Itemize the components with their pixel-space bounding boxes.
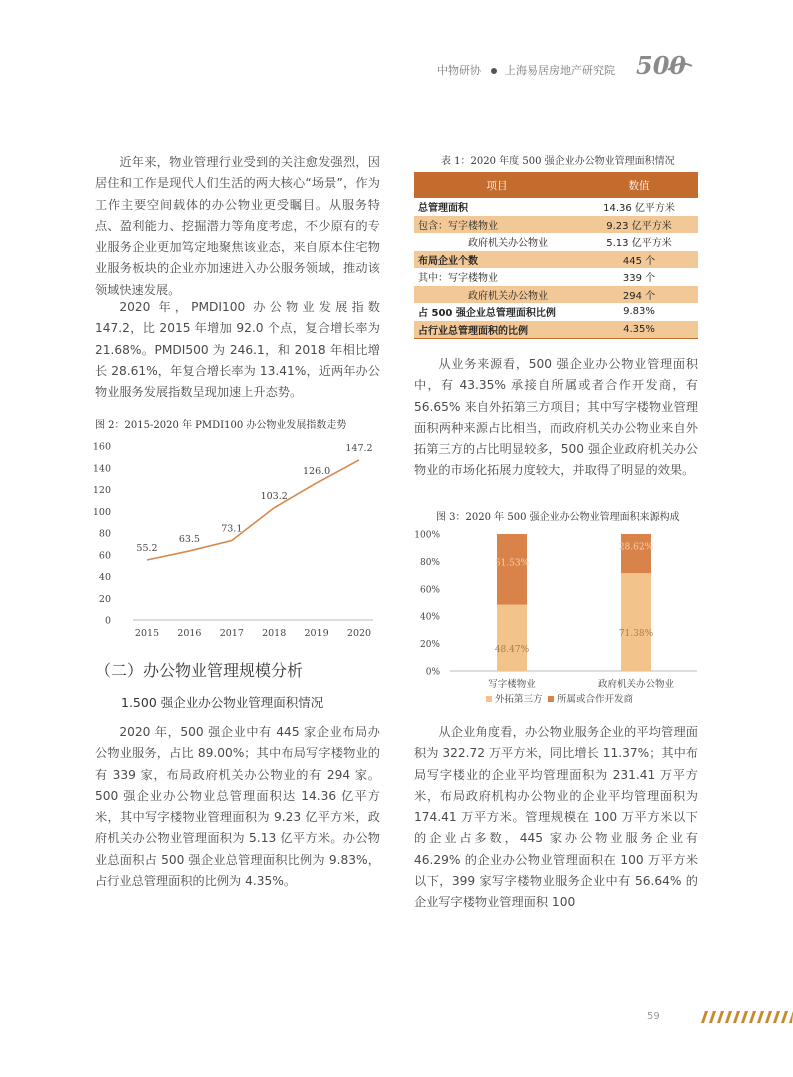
table-header-item: 项目 [414, 172, 580, 198]
table-cell-label: 包含：写字楼物业 [414, 216, 580, 234]
x-tick-label: 2015 [134, 628, 160, 639]
y-tick-label: 60% [419, 585, 440, 596]
table-cell-value: 339 个 [580, 268, 698, 286]
y-tick-label: 0% [425, 667, 440, 678]
paragraph-intro: 近年来，物业管理行业受到的关注愈发强烈，因居住和工作是现代人们生活的两大核心“场景”，作为工作主要空间载体的办公物业更受瞩目。从服务特点、盈利能力、挖掘潜力等角度考虑，不少原有的专业服务企业更加笃定地聚焦该业态，来自原本住宅物业服务板块的企业亦加速进入办公服务领域，推动该领域快速发展。 [95, 155, 380, 297]
y-tick-label: 160 [93, 441, 111, 453]
page-number: 59 [647, 1011, 660, 1022]
paragraph-enterprise: 从企业角度看，办公物业服务企业的平均管理面积为 322.72 万平方米，同比增长 11.37%；其中布局写字楼业的企业平均管理面积为 231.41 万平方米，布局政府机构办公物业的企业平均管理面积为 174.41 万平方米。管理规模在 100 万平方米以下的企业占多数，445 家办公物业服务企业有 46.29% 的企业办公物业管理面积在 100 万平方米以下，399 家写字楼物业服务企业中有 56.64% 的企业写字楼物业管理面积 100 [414, 725, 698, 910]
table-cell-label: 占 500 强企业总管理面积比例 [414, 303, 580, 321]
y-tick-label: 120 [93, 485, 111, 496]
table-cell-value: 9.23 亿平方米 [580, 216, 698, 234]
data-label: 28.62% [618, 542, 654, 553]
table-cell-label: 总管理面积 [414, 198, 580, 216]
subsection-title: 1.500 强企业办公物业管理面积情况 [121, 695, 324, 710]
y-tick-label: 80% [419, 557, 440, 568]
y-tick-label: 100 [93, 506, 111, 518]
logo-text: 500 [636, 52, 687, 80]
table-cell-value: 294 个 [580, 286, 698, 304]
table-cell-value: 5.13 亿平方米 [580, 233, 698, 251]
page-header [437, 62, 615, 78]
table-row [414, 251, 698, 269]
bar-segment [621, 573, 651, 671]
x-tick-label: 2017 [219, 628, 244, 639]
y-tick-label: 40% [419, 612, 440, 623]
y-tick-label: 100% [414, 530, 440, 541]
table-row [414, 216, 698, 234]
data-label: 147.2 [345, 442, 373, 454]
figure-3-caption: 图 3：2020 年 500 强企业办公物业管理面积来源构成 [436, 512, 680, 523]
table-row [414, 286, 698, 304]
x-tick-label: 写字楼物业 [488, 679, 536, 690]
legend-label: 所属或合作开发商 [557, 694, 634, 705]
paragraph-scale: 2020 年，500 强企业中有 445 家企业布局办公物业服务，占比 89.00%；其中布局写字楼物业的有 339 家，布局政府机关办公物业的有 294 家。500 强企业办公物业总管理面积达 14.36 亿平方米，其中写字楼物业管理面积为 9.23 亿平方米，政府机关办公物业管理面积为 5.13 亿平方米。办公物业总面积占 500 强企业总管理面积比例为 9.83%，占行业总管理面积的比例为 4.35%。 [95, 725, 380, 889]
y-tick-label: 80 [98, 528, 111, 540]
data-label: 55.2 [136, 542, 158, 554]
legend-swatch [548, 696, 554, 702]
table-cell-label: 布局企业个数 [414, 251, 580, 269]
table-cell-label: 占行业总管理面积的比例 [414, 321, 580, 339]
y-tick-label: 60 [98, 550, 111, 562]
table-row [414, 303, 698, 321]
table-1-caption: 表 1：2020 年度 500 强企业办公物业管理面积情况 [441, 156, 675, 167]
table-row [414, 198, 698, 216]
table-cell-label: 政府机关办公物业 [414, 286, 580, 304]
bar-segment [497, 534, 527, 605]
decorative-stripes-icon [697, 1011, 793, 1023]
table-row [414, 233, 698, 251]
table-header-row [414, 172, 698, 198]
table-cell-label: 政府机关办公物业 [414, 233, 580, 251]
table-row [414, 268, 698, 286]
x-tick-label: 政府机关办公物业 [597, 679, 675, 690]
data-label: 103.2 [260, 490, 288, 502]
data-label: 51.53% [494, 558, 530, 569]
separator-dot-icon [491, 68, 497, 74]
legend-swatch [486, 696, 492, 702]
bar-segment [497, 605, 527, 671]
pmdi-line-chart [93, 432, 383, 642]
x-tick-label: 2018 [262, 628, 287, 639]
y-tick-label: 40 [98, 572, 111, 583]
y-tick-label: 20 [98, 593, 111, 605]
data-label: 48.47% [494, 644, 530, 655]
table-cell-value: 4.35% [580, 321, 698, 339]
paragraph-pmdi: 2020 年，PMDI100 办公物业发展指数 147.2，比 2015 年增加 92.0 个点，复合增长率为 21.68%。PMDI500 为 246.1，和 2018 年相比增长 28.61%，年复合增长率为 13.41%，近两年办公物业服务发展指数呈现加速上升态势。 [95, 300, 380, 400]
paragraph-source: 从业务来源看，500 强企业办公物业管理面积中，有 43.35% 承接自所属或者合作开发商，有 56.65% 来自外拓第三方项目；其中写字楼物业管理面积两种来源占比相当，而政府机关办公物业来自外拓第三方的占比明显较多，500 强企业政府机关办公物业的市场化拓展力度较大，并取得了明显的效果。 [414, 357, 698, 478]
table-cell-label: 其中：写字楼物业 [414, 268, 580, 286]
data-label: 63.5 [178, 533, 200, 545]
x-tick-label: 2016 [177, 628, 202, 639]
table-row [414, 321, 698, 339]
table-cell-value: 9.83% [580, 303, 698, 321]
x-tick-label: 2020 [346, 628, 372, 639]
header-org-1: 中物研协 [437, 64, 481, 77]
data-label: 73.1 [221, 523, 243, 535]
y-tick-label: 140 [93, 463, 111, 475]
table-cell-value: 14.36 亿平方米 [580, 198, 698, 216]
figure-2-caption: 图 2：2015-2020 年 PMDI100 办公物业发展指数走势 [95, 420, 347, 431]
y-tick-label: 20% [419, 640, 440, 651]
bar-segment [621, 534, 651, 573]
data-label: 71.38% [618, 629, 654, 640]
source-stacked-bar-chart [412, 526, 702, 716]
logo-500-icon [634, 52, 694, 80]
x-tick-label: 2019 [304, 628, 329, 639]
table-cell-value: 445 个 [580, 251, 698, 269]
legend-label: 外拓第三方 [495, 694, 543, 705]
data-label: 126.0 [302, 465, 331, 477]
header-org-2: 上海易居房地产研究院 [505, 64, 615, 77]
table-header-value: 数值 [580, 172, 698, 198]
y-tick-label: 0 [104, 615, 111, 627]
management-area-table [414, 172, 698, 339]
section-title: （二）办公物业管理规模分析 [95, 661, 304, 680]
